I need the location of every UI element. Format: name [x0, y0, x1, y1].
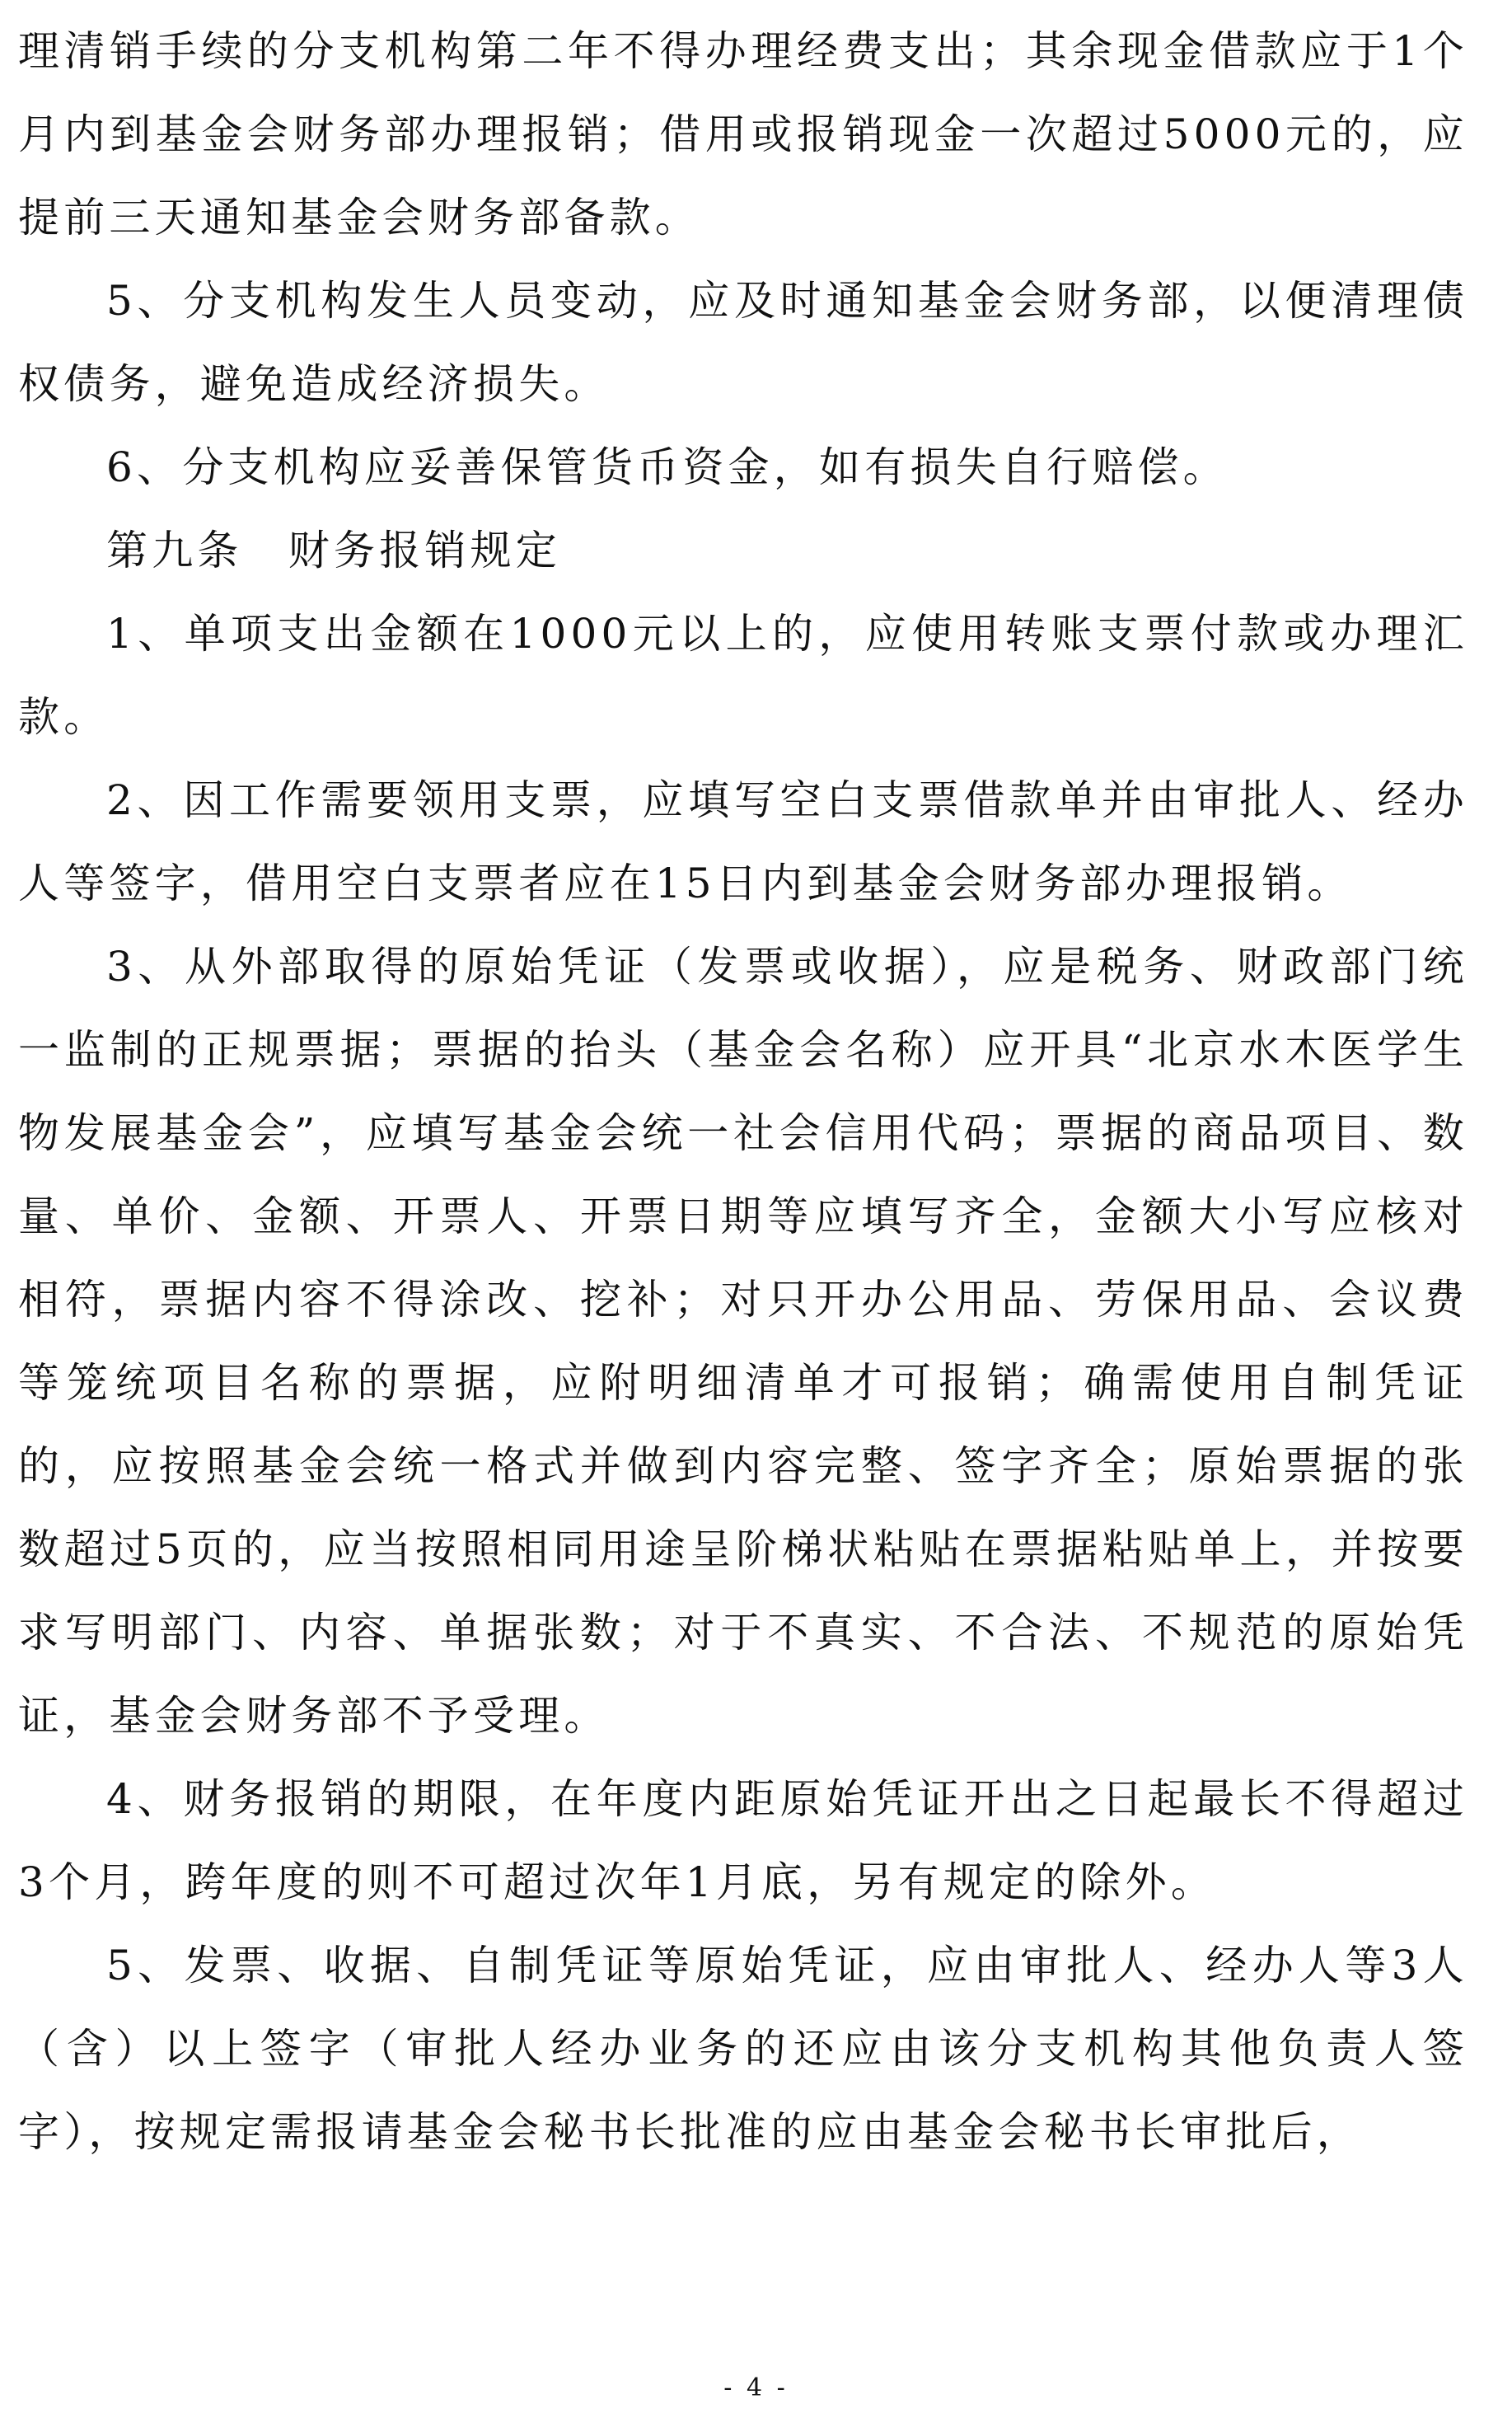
page-number: - 4 - [723, 2373, 789, 2402]
paragraph-rule-1: 1、单项支出金额在1000元以上的，应使用转账支票付款或办理汇款。 [18, 610, 1468, 741]
document-body [18, 10, 1468, 2174]
paragraph-rule-4: 4、财务报销的期限，在年度内距原始凭证开出之日起最长不得超过3个月，跨年度的则不可超过次年1月底，另有规定的除外。 [18, 1775, 1468, 1906]
paragraph-item-5: 5、分支机构发生人员变动，应及时通知基金会财务部，以便清理债权债务，避免造成经济损失。 [18, 277, 1468, 408]
article-heading: 第九条 财务报销规定 [106, 527, 561, 574]
paragraph-continuation: 理清销手续的分支机构第二年不得办理经费支出；其余现金借款应于1个月内到基金会财务部办理报销；借用或报销现金一次超过5000元的，应提前三天通知基金会财务部备款。 [18, 27, 1468, 241]
paragraph-rule-5: 5、发票、收据、自制凭证等原始凭证，应由审批人、经办人等3人（含）以上签字（审批人经办业务的还应由该分支机构其他负责人签字），按规定需报请基金会秘书长批准的应由基金会秘书长审批后， [18, 1942, 1468, 2156]
paragraph-rule-3: 3、从外部取得的原始凭证（发票或收据），应是税务、财政部门统一监制的正规票据；票据的抬头（基金会名称）应开具“北京水木医学生物发展基金会”，应填写基金会统一社会信用代码；票据的商品项目、数量、单价、金额、开票人、开票日期等应填写齐全，金额大小写应核对相符，票据内容不得涂改、挖补；对只开办公用品、劳保用品、会议费等笼统项目名称的票据，应附明细清单才可报销；确需使用自制凭证的，应按照基金会统一格式并做到内容完整、签字齐全；原始票据的张数超过5页的，应当按照相同用途呈阶梯状粘贴在票据粘贴单上，并按要求写明部门、内容、单据张数；对于不真实、不合法、不规范的原始凭证，基金会财务部不予受理。 [18, 943, 1468, 1740]
paragraph-rule-2: 2、因工作需要领用支票，应填写空白支票借款单并由审批人、经办人等签字，借用空白支票者应在15日内到基金会财务部办理报销。 [18, 776, 1468, 907]
paragraph-item-6: 6、分支机构应妥善保管货币资金，如有损失自行赔偿。 [106, 443, 1229, 491]
